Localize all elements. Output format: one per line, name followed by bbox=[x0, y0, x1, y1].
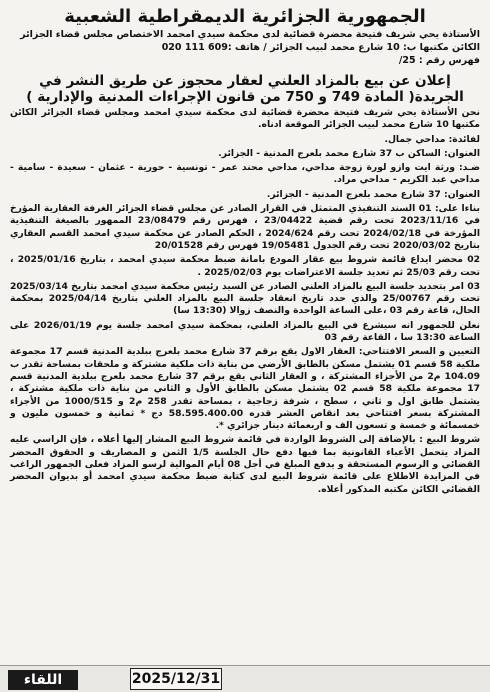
republic-title: الجمهورية الجزائرية الديمقراطية الشعبية bbox=[64, 6, 426, 27]
page-footer bbox=[0, 665, 490, 692]
index-number-line: فهرس رقم : 25/ bbox=[398, 55, 480, 66]
paragraph-beneficiary-address: العنوان: الساكن ب 37 شارع محمد بلعرج المدنية - الجزائر. bbox=[218, 147, 480, 159]
paragraph-designation-price: التعيين و السعر الافتتاحي: العقار الاول يقع برقم 37 شارع محمد بلعرج ببلدية المدنية قسم 17 مجموعة ملكية 58 قسم 01 يشتمل مسكن بالطابق الأرضي من بناية ذات ملكية مشتركة و ملحقات بمساحة تقدر ب 104.09 م2 من الأجزاء المشتركة ، و العقار الثاني يقع برقم 37 شارع محمد بلعرج ببلدية المدنية قسم 17 مجموعة ملكية 58 قسم 02 يشتمل مسكن بالطابق الأول و الثاني من بناية ذات ملكية مشتركة ، يشتمل طابق اول و ثاني ، سطح ، شرفة زجاجية ، بمساحة تقدر 258 م2 و 1000/515 من الأجزاء المشتركة بسعر افتتاحي بعد انقاص العشر قدره 58.595.400.00 دج * ثمانية و خمسون مليون و خمسمائة و خمسة و تسعون الف و اربعمائة دينار جزائري *. bbox=[10, 346, 481, 432]
announcement-title-line-1: إعلان عن بيع بالمزاد العلني لعقار محجوز عن طريق النشر في bbox=[39, 73, 451, 89]
paragraph-deposit: 02 محضر ايداع قائمة شروط بيع عقار المودع بامانة ضبط محكمة سيدي امحمد ، بتاريخ 2025/01/16 ، تحت رقم 25/03 ثم تعديد جلسة الاعتراضات يوم 2025/02/03 . bbox=[10, 254, 480, 278]
publication-date: 2025/12/31 bbox=[130, 668, 222, 690]
paragraph-legal-basis: بناءا على: 01 السند التنفيذي المتمثل في القرار الصادر عن مجلس قضاء الجزائر الغرفة العقارية المؤرخ في 2023/11/16 تحت رقم قضية 23/04422 ، فهرس رقم 23/08479 الممهور بالصيغة التنفيذية المؤرخة في 2024/02/18 تحت رقم 2024/624 ، الحكم الصادر عن محكمة سيدي امحمد القسم العقاري بتاريخ 2020/03/02 تحت رقم الجدول 19/05481 فهرس رقم 20/01528 bbox=[10, 203, 480, 251]
paragraph-sale-conditions: شروط البيع : بالإضافة إلى الشروط الواردة في قائمة شروط البيع المشار إليها أعلاه ، فإن الراسي عليه المزاد يتحمل الأعباء القانونية بما فيها دفع حال الجلسة 1/5 الثمن و المصاريف و الحقوق المحضر القضائي و الرسوم المستحقة و يدفع المبلغ في أجل 08 أيام الموالية لرسو المزاد فعلى الجمهور الراغب في المزايدة الاطلاع على قائمة شروط البيع لدى كتابة ضبط محكمة سيدي امحمد أو بديوان المحضر القضائي الكائن مكتبه المذكور أعلاه. bbox=[10, 434, 480, 495]
announcement-title bbox=[10, 73, 480, 105]
notice-body bbox=[10, 107, 480, 496]
paragraph-bailiff: نحن الأستاذة يحي شريف فتيحة محضرة قضائية لدى محكمة سيدي امحمد ومجلس قضاء الجزائر الكائن مكتبها 10 شارع محمد لبيب الجزائر الموقعة ادناه. bbox=[10, 107, 480, 131]
newspaper-tag: اللقاء bbox=[8, 670, 78, 690]
bailiff-office-line: الأستاذة يحي شريف فتيحة محضرة قضائية لدى محكمة سيدي امحمد الاختصاص مجلس قضاء الجزائر bbox=[20, 29, 480, 40]
bailiff-address-line: الكائن مكتبها ب: 10 شارع محمد لبيب الجزائر / هاتف :609 111 020 bbox=[161, 42, 480, 53]
paragraph-sale-order: 03 امر بتحديد جلسة البيع بالمزاد العلني الصادر عن السيد رئيس محكمة سيدي امحمد بتاريخ 2025/03/14 تحت رقم 25/00767 والذي حدد تاريخ انعقاد جلسة البيع بالمزاد العلني بتاريخ 2025/04/14 بمحكمة الحال، قاعة رقم 03 ،على الساعة الواحدة والنصف زوالا (13:30 سا) bbox=[10, 280, 480, 317]
paragraph-against: ضـد: ورثة ايت وازو لورة زوجة مداحي، مداحي محند عمر - تونسية - حورية - عثمان - سعيدة - سامية - مداحي عبد الكريم - مداحي مراد. bbox=[10, 162, 480, 186]
paragraph-beneficiary: لفائدة: مداحي جمال. bbox=[384, 133, 480, 145]
paragraph-announcement: نعلن للجمهور انه سيشرع في البيع بالمزاد العلني، بمحكمة سيدي امحمد جلسة يوم 2026/01/19 على الساعة 13:30 سا ، القاعة رقم 03 bbox=[10, 319, 480, 344]
announcement-title-line-2: الجريدة( المادة 749 و 750 من قانون الإجراءات المدنية والإدارية ) bbox=[26, 89, 464, 105]
paragraph-against-address: العنوان: 37 شارع محمد بلعرج المدنية - الجزائر. bbox=[266, 188, 480, 200]
